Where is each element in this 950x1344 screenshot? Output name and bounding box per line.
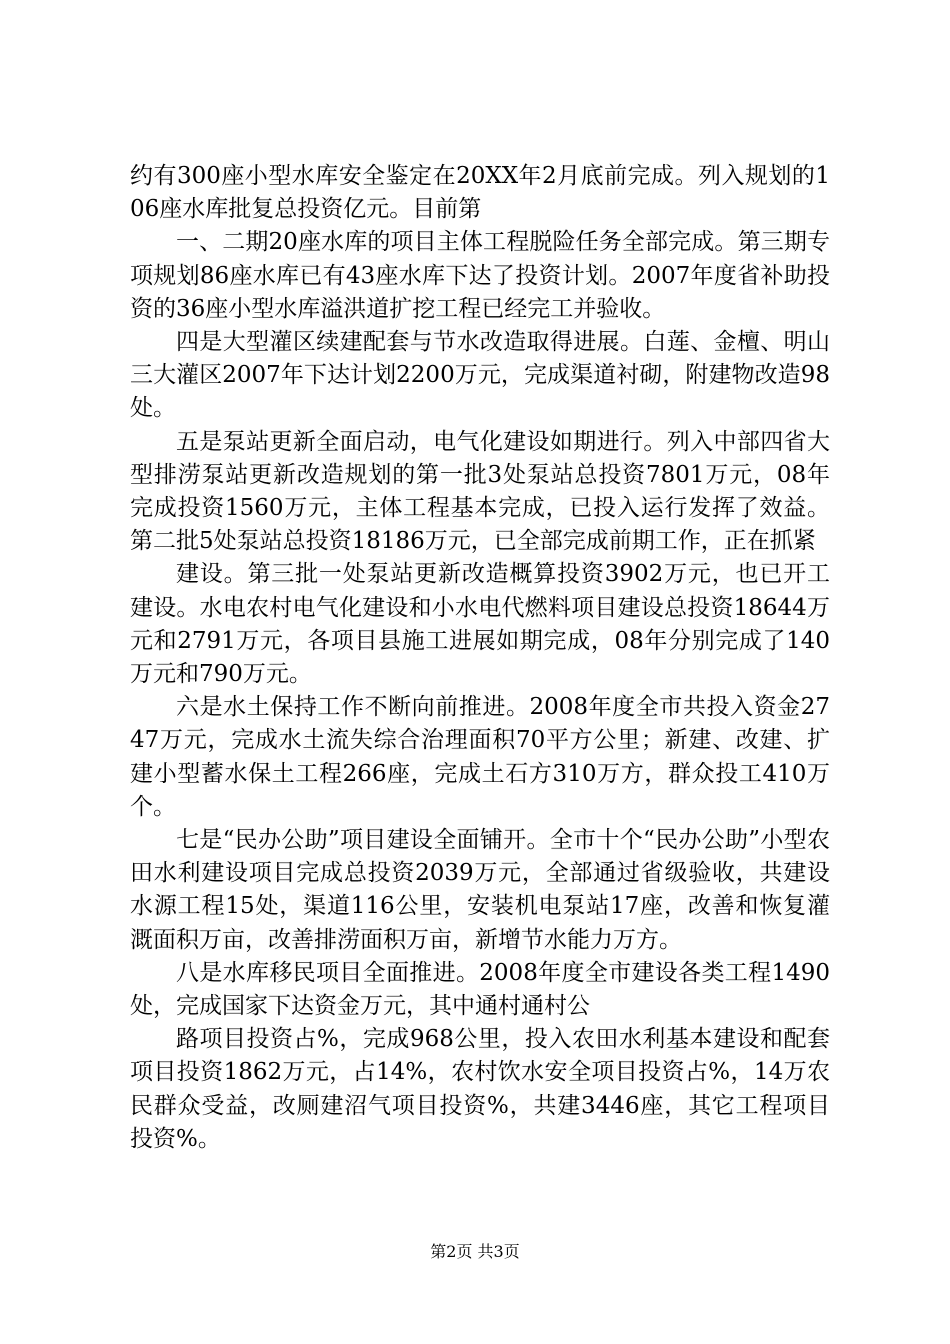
paragraph-5: 建设。第三批一处泵站更新改造概算投资3902万元，也已开工建设。水电农村电气化建设和小水电代燃料项目建设总投资18644万元和2791万元，各项目县施工进展如期完成，08年分别完成了140万元和790万元。 <box>130 561 830 688</box>
paragraph-9: 路项目投资占%，完成968公里，投入农田水利基本建设和配套项目投资1862万元，占14%，农村饮水安全项目投资占%，14万农民群众受益，改厕建沼气项目投资%，共建3446座，其它工程项目投资%。 <box>130 1026 830 1152</box>
paragraph-6: 六是水土保持工作不断向前推进。2008年度全市共投入资金2747万元，完成水土流失综合治理面积70平方公里；新建、改建、扩建小型蓄水保土工程266座，完成土石方310万方，群众投工410万个。 <box>130 694 830 820</box>
document-body <box>130 160 830 1156</box>
paragraph-2: 一、二期20座水库的项目主体工程脱险任务全部完成。第三期专项规划86座水库已有43座水库下达了投资计划。2007年度省补助投资的36座小型水库溢洪道扩挖工程已经完工并验收。 <box>130 229 830 322</box>
paragraph-8: 八是水库移民项目全面推进。2008年度全市建设各类工程1490处，完成国家下达资金万元，其中通村通村公 <box>130 959 830 1020</box>
paragraph-4: 五是泵站更新全面启动，电气化建设如期进行。列入中部四省大型排涝泵站更新改造规划的第一批3处泵站总投资7801万元，08年完成投资1560万元，主体工程基本完成，已投入运行发挥了效益。第二批5处泵站总投资18186万元，已全部完成前期工作，正在抓紧 <box>130 428 830 555</box>
paragraph-1: 约有300座小型水库安全鉴定在20XX年2月底前完成。列入规划的106座水库批复总投资亿元。目前第 <box>130 163 830 223</box>
page-number: 第2页 共3页 <box>430 1242 520 1261</box>
page-footer <box>0 1242 950 1262</box>
paragraph-3: 四是大型灌区续建配套与节水改造取得进展。白莲、金檀、明山三大灌区2007年下达计划2200万元，完成渠道衬砌，附建物改造98处。 <box>130 329 830 422</box>
paragraph-7: 七是“民办公助”项目建设全面铺开。全市十个“民办公助”小型农田水利建设项目完成总投资2039万元，全部通过省级验收，共建设水源工程15处，渠道116公里，安装机电泵站17座，改善和恢复灌溉面积万亩，改善排涝面积万亩，新增节水能力万方。 <box>130 827 830 953</box>
